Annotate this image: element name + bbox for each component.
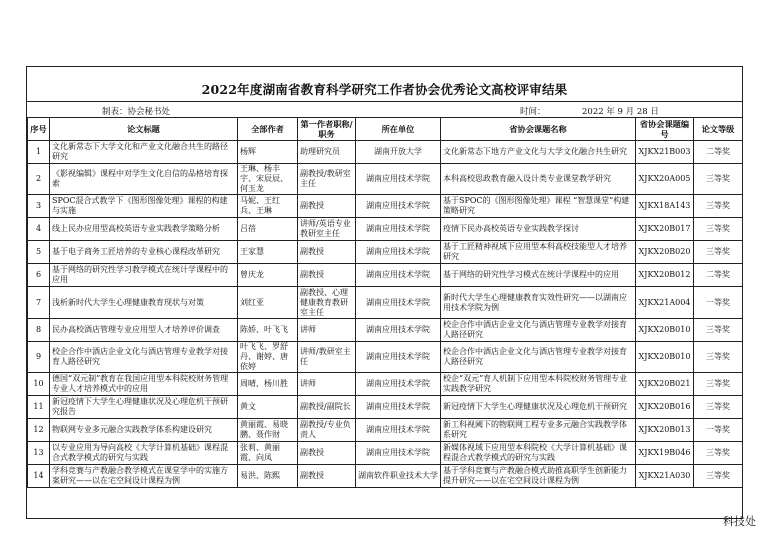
results-sheet — [26, 66, 743, 519]
award-grade: 二等奖 — [694, 264, 743, 287]
document-title: 2022年度湖南省教育科学研究工作者协会优秀论文高校评审结果 — [201, 82, 568, 97]
award-grade: 三等奖 — [694, 241, 743, 264]
unit: 湖南应用技术学院 — [356, 373, 441, 396]
authors: 黄文 — [238, 396, 298, 419]
award-grade: 三等奖 — [694, 218, 743, 241]
unit: 湖南应用技术学院 — [356, 241, 441, 264]
header-title: 论文标题 — [50, 118, 238, 141]
first-author-position: 副教授 — [298, 241, 356, 264]
award-grade: 三等奖 — [694, 465, 743, 488]
award-grade: 三等奖 — [694, 164, 743, 195]
project-code: XJKX20B010 — [636, 319, 694, 342]
paper-title: 新冠疫情下大学生心理健康状况及心理危机干预研究报告 — [50, 396, 238, 419]
authors: 周晴，杨川胜 — [238, 373, 298, 396]
project-code: XJKX20B017 — [636, 218, 694, 241]
time-label: 时间： — [520, 107, 546, 117]
row-number: 1 — [28, 141, 50, 164]
project-name: 校企“双元”育人机制下应用型本科院校财务管理专业实践教学研究 — [441, 373, 636, 396]
results-table — [27, 117, 743, 488]
award-grade: 三等奖 — [694, 442, 743, 465]
authors: 张莉、黄丽霞、向凤 — [238, 442, 298, 465]
first-author-position: 助理研究员 — [298, 141, 356, 164]
first-author-position: 讲师/英语专业教研室主任 — [298, 218, 356, 241]
unit: 湖南应用技术学院 — [356, 264, 441, 287]
award-grade: 三等奖 — [694, 342, 743, 373]
project-code: XJKX20B021 — [636, 373, 694, 396]
table-row — [28, 396, 743, 419]
table-row — [28, 465, 743, 488]
award-grade: 一等奖 — [694, 287, 743, 319]
first-author-position: 副教授/教研室主任 — [298, 164, 356, 195]
header-position: 第一作者职称/职务 — [298, 118, 356, 141]
header-authors: 全部作者 — [238, 118, 298, 141]
table-row — [28, 419, 743, 442]
award-grade: 一等奖 — [694, 419, 743, 442]
award-grade: 三等奖 — [694, 396, 743, 419]
unit: 湖南应用技术学院 — [356, 164, 441, 195]
table-row — [28, 264, 743, 287]
meta-row — [27, 101, 742, 118]
paper-title: 民办高校酒店管理专业应用型人才培养评价调查 — [50, 319, 238, 342]
unit: 湖南应用技术学院 — [356, 396, 441, 419]
project-name: 校企合作中酒店企业文化与酒店管理专业教学对接育人路径研究 — [441, 319, 636, 342]
table-row — [28, 319, 743, 342]
project-code: XJKX20B016 — [636, 396, 694, 419]
header-row — [28, 118, 743, 141]
award-grade: 三等奖 — [694, 319, 743, 342]
project-name: 基于SPOC的《图形图像处理》课程 “智慧课堂”构建策略研究 — [441, 195, 636, 218]
project-code: XJKX20B013 — [636, 419, 694, 442]
table-row — [28, 241, 743, 264]
unit: 湖南开放大学 — [356, 141, 441, 164]
table-row — [28, 141, 743, 164]
first-author-position: 副教授 — [298, 195, 356, 218]
maker-label: 制表：协会秘书处 — [102, 107, 171, 117]
project-name: 文化新常态下地方产业文化与大学文化融合共生研究 — [441, 141, 636, 164]
unit: 湖南应用技术学院 — [356, 419, 441, 442]
paper-title: 文化新常态下大学文化和产业文化融合共生的路径研究 — [50, 141, 238, 164]
authors: 曾庆龙 — [238, 264, 298, 287]
project-name: 校企合作中酒店企业文化与酒店管理专业教学对接育人路径研究 — [441, 342, 636, 373]
authors: 杨辉 — [238, 141, 298, 164]
paper-title: 学科竞赛与产教融合教学模式在课堂学中的实施方案研究——以在宅空间设计课程为例 — [50, 465, 238, 488]
paper-title: 德国“双元制”教育在我国应用型本科院校财务管理专业人才培养模式中的应用 — [50, 373, 238, 396]
authors: 吕蓓 — [238, 218, 298, 241]
row-number: 3 — [28, 195, 50, 218]
table-row — [28, 373, 743, 396]
first-author-position: 副教授 — [298, 442, 356, 465]
table-row — [28, 287, 743, 319]
project-code: XJKX21A030 — [636, 465, 694, 488]
row-number: 12 — [28, 419, 50, 442]
first-author-position: 副教授、心理健康教育教研室主任 — [298, 287, 356, 319]
project-name: 新时代大学生心理健康教育实效性研究——以湖南应用技术学院为例 — [441, 287, 636, 319]
table-row — [28, 164, 743, 195]
project-name: 基于工匠精神视域下应用型本科高校技能型人才培养研究 — [441, 241, 636, 264]
row-number: 7 — [28, 287, 50, 319]
award-grade: 三等奖 — [694, 195, 743, 218]
footer-department: 科技处 — [723, 515, 756, 528]
project-name: 新冠疫情下大学生心理健康状况及心理危机干预研究 — [441, 396, 636, 419]
paper-title: 《影视编辑》课程中对学生文化自信的品格培育探索 — [50, 164, 238, 195]
row-number: 8 — [28, 319, 50, 342]
row-number: 13 — [28, 442, 50, 465]
project-name: 新媒体视域下应用型本科院校《大学计算机基础》课程混合式教学模式的研究与实践 — [441, 442, 636, 465]
project-code: XJKX19B046 — [636, 442, 694, 465]
paper-title: 浅析新时代大学生心理健康教育现状与对策 — [50, 287, 238, 319]
paper-title: 以专业应用为导向高校《大学计算机基础》课程混合式教学模式的研究与实践 — [50, 442, 238, 465]
project-code: XJKX18A143 — [636, 195, 694, 218]
paper-title: 物联网专业多元融合实践教学体系构建设研究 — [50, 419, 238, 442]
row-number: 4 — [28, 218, 50, 241]
paper-title: 基于网络的研究性学习教学模式在统计学课程中的应用 — [50, 264, 238, 287]
project-name: 疫情下民办高校英语专业实践教学探讨 — [441, 218, 636, 241]
project-code: XJKX20B010 — [636, 342, 694, 373]
project-name: 新工科视阈下的物联网工程专业多元融合实践教学体系研究 — [441, 419, 636, 442]
authors: 黄丽霞、易晓鹏、聂作财 — [238, 419, 298, 442]
authors: 叶飞飞、罗舒丹、谢婷、唐依婷 — [238, 342, 298, 373]
table-row — [28, 442, 743, 465]
header-project: 省协会课题名称 — [441, 118, 636, 141]
award-grade: 二等奖 — [694, 141, 743, 164]
unit: 湖南应用技术学院 — [356, 319, 441, 342]
first-author-position: 讲师/教研室主任 — [298, 342, 356, 373]
authors: 刘红亚 — [238, 287, 298, 319]
first-author-position: 副教授/专业负责人 — [298, 419, 356, 442]
project-code: XJKX20A005 — [636, 164, 694, 195]
row-number: 11 — [28, 396, 50, 419]
project-code: XJKX20B012 — [636, 264, 694, 287]
unit: 湖南应用技术学院 — [356, 342, 441, 373]
header-unit: 所在单位 — [356, 118, 441, 141]
unit: 湖南应用技术学院 — [356, 287, 441, 319]
first-author-position: 副教授 — [298, 465, 356, 488]
authors: 王琳、杨丰宇、宋辰辰、何玉龙 — [238, 164, 298, 195]
row-number: 10 — [28, 373, 50, 396]
unit: 湖南应用技术学院 — [356, 195, 441, 218]
table-row — [28, 195, 743, 218]
project-code: XJKX21B003 — [636, 141, 694, 164]
paper-title: SPOC混合式教学下《图形图像处理》课程的构建与实施 — [50, 195, 238, 218]
paper-title: 基于电子商务工匠培养的专业核心课程改革研究 — [50, 241, 238, 264]
header-grade: 论文等级 — [694, 118, 743, 141]
award-grade: 三等奖 — [694, 373, 743, 396]
first-author-position: 副教授/副院长 — [298, 396, 356, 419]
header-code: 省协会课题编号 — [636, 118, 694, 141]
first-author-position: 副教授 — [298, 264, 356, 287]
project-name: 基于学科竞赛与产教融合模式助推高职学生创新能力提升研究——以在宅空间设计课程为例 — [441, 465, 636, 488]
authors: 王家慧 — [238, 241, 298, 264]
header-no: 序号 — [28, 118, 50, 141]
authors: 陈娇、叶飞飞 — [238, 319, 298, 342]
first-author-position: 讲师 — [298, 319, 356, 342]
authors: 马妮、王红兵、王琳 — [238, 195, 298, 218]
project-name: 基于网络的研究性学习模式在统计学课程中的应用 — [441, 264, 636, 287]
table-row — [28, 218, 743, 241]
paper-title: 校企合作中酒店企业文化与酒店管理专业教学对接育人路径研究 — [50, 342, 238, 373]
authors: 易洪、陈熙 — [238, 465, 298, 488]
row-number: 6 — [28, 264, 50, 287]
unit: 湖南软件职业技术大学 — [356, 465, 441, 488]
project-name: 本科高校思政教育融入设计类专业课堂教学研究 — [441, 164, 636, 195]
project-code: XJKX21A004 — [636, 287, 694, 319]
unit: 湖南应用技术学院 — [356, 218, 441, 241]
project-code: XJKX20B020 — [636, 241, 694, 264]
date-value: 2022 年 9 月 28 日 — [582, 107, 659, 117]
row-number: 9 — [28, 342, 50, 373]
table-row — [28, 342, 743, 373]
unit: 湖南应用技术学院 — [356, 442, 441, 465]
row-number: 5 — [28, 241, 50, 264]
row-number: 14 — [28, 465, 50, 488]
first-author-position: 讲师 — [298, 373, 356, 396]
paper-title: 线上民办应用型高校英语专业实践教学策略分析 — [50, 218, 238, 241]
row-number: 2 — [28, 164, 50, 195]
